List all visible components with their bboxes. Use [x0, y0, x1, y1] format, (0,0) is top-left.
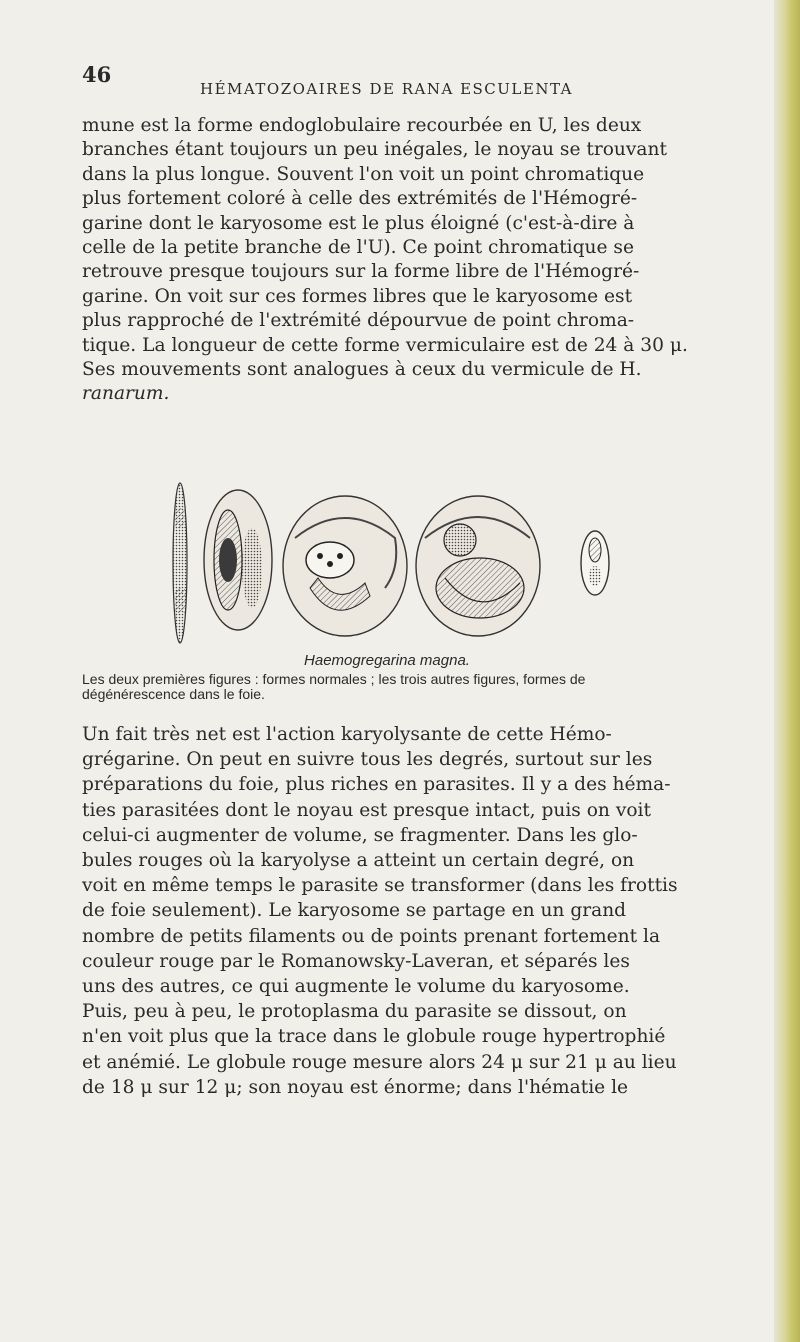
text-line: ties parasitées dont le noyau est presque intact, puis on voit [82, 799, 651, 821]
text-line: préparations du foie, plus riches en parasites. Il y a des héma- [82, 774, 671, 796]
text-line: garine dont le karyosome est le plus éloigné (c'est-à-dire à [82, 212, 635, 234]
text-line: de 18 μ sur 12 μ; son noyau est énorme; dans l'hématie le [82, 1076, 629, 1098]
cell-figure-3 [283, 496, 407, 636]
page-number: 46 [82, 62, 112, 87]
figure-title: Haemogregarina magna. [304, 652, 470, 669]
text-line: voit en même temps le parasite se transformer (dans les frottis [82, 875, 678, 897]
cell-figure-4 [416, 496, 540, 636]
figure-cells [160, 478, 630, 648]
caption-line: dégénérescence dans le foie. [82, 686, 265, 702]
text-line: celui-ci augmenter de volume, se fragmenter. Dans les glo- [82, 824, 638, 846]
text-line: Ses mouvements sont analogues à ceux du vermicule de H. [82, 359, 642, 381]
running-head: HÉMATOZOAIRES DE RANA ESCULENTA [200, 80, 573, 98]
text-line: bules rouges où la karyolyse a atteint un certain degré, on [82, 850, 635, 872]
cell-figure-2 [204, 490, 272, 630]
text-line: uns des autres, ce qui augmente le volume du karyosome. [82, 976, 630, 998]
text-line: ranarum. [82, 383, 170, 405]
cell-figure-1 [173, 483, 187, 643]
text-line: garine. On voit sur ces formes libres que le karyosome est [82, 285, 633, 307]
text-line: celle de la petite branche de l'U). Ce point chromatique se [82, 237, 634, 259]
caption-line: Les deux premières figures : formes normales ; les trois autres figures, formes de [82, 671, 586, 687]
text-line: plus fortement coloré à celle des extrémités de l'Hémogré- [82, 188, 638, 210]
page-edge [774, 0, 800, 1342]
text-line: branches étant toujours un peu inégales, le noyau se trouvant [82, 139, 667, 161]
paragraph-1 [82, 114, 742, 407]
figure-drawing [160, 478, 630, 648]
text-line: de foie seulement). Le karyosome se partage en un grand [82, 900, 627, 922]
text-line: Puis, peu à peu, le protoplasma du parasite se dissout, on [82, 1001, 627, 1023]
text-line: tique. La longueur de cette forme vermiculaire est de 24 à 30 μ. [82, 334, 688, 356]
text-line: grégarine. On peut en suivre tous les degrés, surtout sur les [82, 749, 653, 771]
text-line: couleur rouge par le Romanowsky-Laveran, et séparés les [82, 950, 630, 972]
text-line: retrouve presque toujours sur la forme libre de l'Hémogré- [82, 261, 640, 283]
text-line: n'en voit plus que la trace dans le globule rouge hypertrophié [82, 1026, 666, 1048]
text-line: plus rapproché de l'extrémité dépourvue de point chroma- [82, 310, 635, 332]
text-line: Un fait très net est l'action karyolysante de cette Hémo- [82, 724, 612, 745]
text-line: dans la plus longue. Souvent l'on voit un point chromatique [82, 163, 645, 185]
cell-figure-5 [581, 531, 609, 595]
text-line: et anémié. Le globule rouge mesure alors 24 μ sur 21 μ au lieu [82, 1051, 677, 1073]
text-line: nombre de petits filaments ou de points prenant fortement la [82, 925, 661, 947]
figure-caption [82, 672, 742, 702]
paragraph-2 [82, 722, 742, 1100]
text-line: mune est la forme endoglobulaire recourbée en U, les deux [82, 115, 642, 136]
